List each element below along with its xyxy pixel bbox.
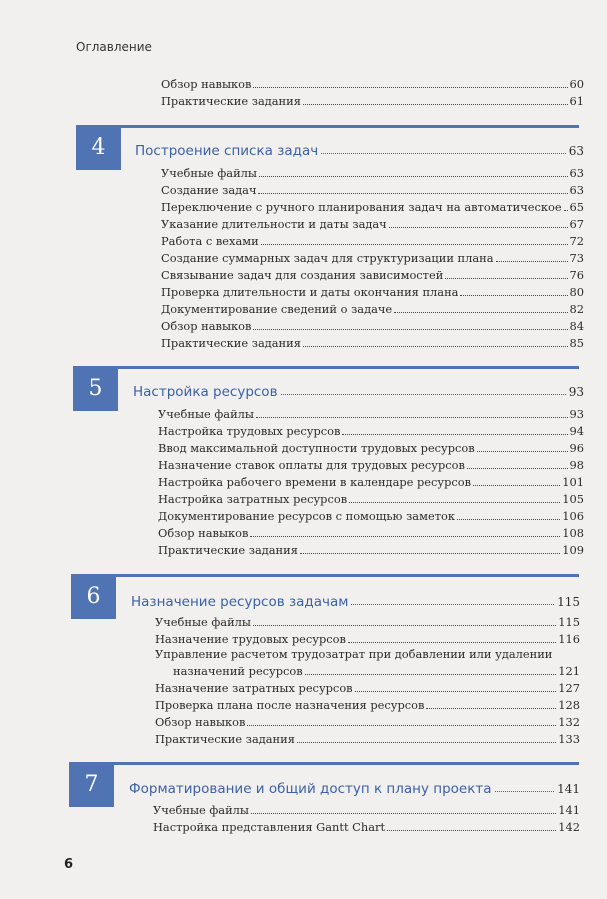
chapter-rule [114,762,579,765]
toc-entry-title: Управление расчетом трудозатрат при добавлении или удалении [155,647,553,661]
toc-entry-page: 106 [562,509,584,523]
toc-entry-page: 105 [562,492,584,506]
leader-dots [251,813,556,814]
toc-entry-page: 115 [558,615,580,629]
toc-entry-page: 141 [558,803,580,817]
leader-dots [394,312,567,313]
toc-entry [161,199,584,215]
toc-entry-title: Учебные файлы [153,803,249,817]
toc-entry-page: 73 [569,251,584,265]
leader-dots [477,451,568,452]
toc-entry-page: 63 [569,166,584,180]
toc-entry-title: Обзор навыков [161,77,252,91]
toc-entry [155,614,580,630]
toc-entry-page: 67 [569,217,584,231]
leader-dots [457,519,560,520]
toc-entry [161,76,584,92]
leader-dots [348,642,556,643]
toc-entry [155,631,580,647]
toc-entry-title: Настройка трудовых ресурсов [158,424,341,438]
toc-entry [161,182,584,198]
toc-entry [161,267,584,283]
toc-entry [158,457,584,473]
toc-entry-title-continued: назначений ресурсов [173,664,303,678]
chapter-page: 115 [557,595,580,609]
toc-entry-title: Настройка рабочего времени в календаре ресурсов [158,475,472,489]
toc-entry-page: 61 [569,94,584,108]
toc-entry [153,802,580,818]
toc-entry [161,284,584,300]
leader-dots [250,536,560,537]
chapter-number-box: 6 [71,574,116,619]
toc-entry [155,714,580,730]
leader-dots [303,104,568,105]
toc-entry [161,233,584,249]
toc-entry [155,697,580,713]
leader-dots [300,553,560,554]
leader-dots [564,210,568,211]
toc-entry [161,318,584,334]
leader-dots [305,674,557,675]
toc-entry-page: 93 [569,407,584,421]
toc-entry-title: Назначение ставок оплаты для трудовых ресурсов [158,458,465,472]
leader-dots [467,468,568,469]
leader-dots [253,329,567,330]
toc-entry [158,423,584,439]
toc-entry [158,508,584,524]
toc-entry-title: Практические задания [161,336,301,350]
toc-entry-page: 94 [569,424,584,438]
toc-entry-title: Учебные файлы [161,166,257,180]
chapter-rule [116,574,579,577]
toc-entry-title: Назначение трудовых ресурсов [155,632,346,646]
chapter-title: Назначение ресурсов задачам [131,594,349,610]
leader-dots [460,295,567,296]
chapter-rule [118,366,579,369]
toc-entry-page: 142 [558,820,580,834]
chapter-number-box: 5 [73,366,118,411]
leader-dots [496,261,568,262]
toc-entry-title: Практические задания [155,732,295,746]
toc-entry-title: Учебные файлы [155,615,251,629]
toc-entry-page: 60 [569,77,584,91]
chapter-page: 141 [557,782,580,796]
toc-entry [158,474,584,490]
toc-entry [161,301,584,317]
toc-entry-page: 65 [569,200,584,214]
toc-entry [161,335,584,351]
running-header: Оглавление [76,40,152,54]
toc-entry [158,542,584,558]
toc-entry-page: 85 [569,336,584,350]
toc-entry-page: 63 [569,183,584,197]
toc-entry-title: Документирование ресурсов с помощью заметок [158,509,455,523]
leader-dots [389,227,568,228]
leader-dots [303,346,568,347]
toc-entry [158,406,584,422]
toc-entry-title: Работа с вехами [161,234,259,248]
leader-dots [258,193,567,194]
chapter-rule [121,125,579,128]
toc-entry-page: 116 [558,632,580,646]
chapter-title: Форматирование и общий доступ к плану проекта [129,781,492,797]
leader-dots [259,176,568,177]
chapter-title: Построение списка задач [135,143,319,159]
leader-dots [253,87,567,88]
toc-entry-page: 84 [569,319,584,333]
toc-entry [161,93,584,109]
toc-entry-title: Практические задания [158,543,298,557]
toc-entry-title: Создание задач [161,183,257,197]
chapter-title: Настройка ресурсов [133,384,278,400]
leader-dots [253,625,556,626]
chapter-page: 63 [568,144,584,158]
toc-entry-title: Проверка плана после назначения ресурсов [155,698,425,712]
toc-entry-page: 108 [562,526,584,540]
toc-entry-page: 82 [569,302,584,316]
toc-entry-title: Указание длительности и даты задач [161,217,387,231]
toc-entry [161,165,584,181]
toc-entry [158,491,584,507]
leader-dots [426,708,556,709]
toc-entry-page: 109 [562,543,584,557]
chapter-heading[interactable] [135,143,584,159]
toc-entry-page: 76 [569,268,584,282]
toc-entry-page: 101 [562,475,584,489]
toc-entry-title: Учебные файлы [158,407,254,421]
toc-entry-page: 127 [558,681,580,695]
leader-dots [247,725,556,726]
toc-entry [153,819,580,835]
leader-dots [261,244,568,245]
toc-entry [161,250,584,266]
toc-entry-page: 96 [569,441,584,455]
toc-entry [155,680,580,696]
toc-entry-title: Назначение затратных ресурсов [155,681,353,695]
chapter-heading[interactable] [129,781,580,797]
toc-entry-title: Переключение с ручного планирования задач на автоматическое [161,200,562,214]
toc-entry-title: Связывание задач для создания зависимостей [161,268,444,282]
chapter-heading[interactable] [131,594,580,610]
toc-entry [173,663,580,679]
toc-entry-title: Документирование сведений о задаче [161,302,393,316]
toc-entry-page: 133 [558,732,580,746]
leader-dots [281,394,566,395]
toc-entry-title: Обзор навыков [161,319,252,333]
chapter-number-box: 4 [76,125,121,170]
toc-entry [155,731,580,747]
leader-dots [387,830,556,831]
leader-dots [495,791,555,792]
toc-entry [161,216,584,232]
toc-entry-page: 121 [558,664,580,678]
leader-dots [297,742,556,743]
toc-entry-title: Обзор навыков [155,715,246,729]
leader-dots [256,417,568,418]
leader-dots [342,434,567,435]
leader-dots [351,604,554,605]
leader-dots [355,691,557,692]
chapter-page: 93 [568,385,584,399]
toc-entry-title: Настройка затратных ресурсов [158,492,348,506]
toc-entry-line1 [155,646,580,662]
toc-entry-page: 132 [558,715,580,729]
chapter-number-box: 7 [69,762,114,807]
page-number: 6 [64,857,74,872]
toc-entry [158,440,584,456]
leader-dots [473,485,560,486]
toc-entry-title: Проверка длительности и даты окончания плана [161,285,459,299]
toc-entry-page: 98 [569,458,584,472]
toc-entry-page: 128 [558,698,580,712]
toc-entry-title: Обзор навыков [158,526,249,540]
leader-dots [321,153,565,154]
leader-dots [445,278,567,279]
toc-entry-title: Ввод максимальной доступности трудовых ресурсов [158,441,475,455]
toc-entry-page: 80 [569,285,584,299]
leader-dots [349,502,560,503]
toc-entry-title: Создание суммарных задач для структуризации плана [161,251,494,265]
toc-entry-page: 72 [569,234,584,248]
chapter-heading[interactable] [133,384,584,400]
toc-entry-title: Практические задания [161,94,301,108]
toc-entry-title: Настройка представления Gantt Chart [153,820,386,834]
toc-entry [158,525,584,541]
